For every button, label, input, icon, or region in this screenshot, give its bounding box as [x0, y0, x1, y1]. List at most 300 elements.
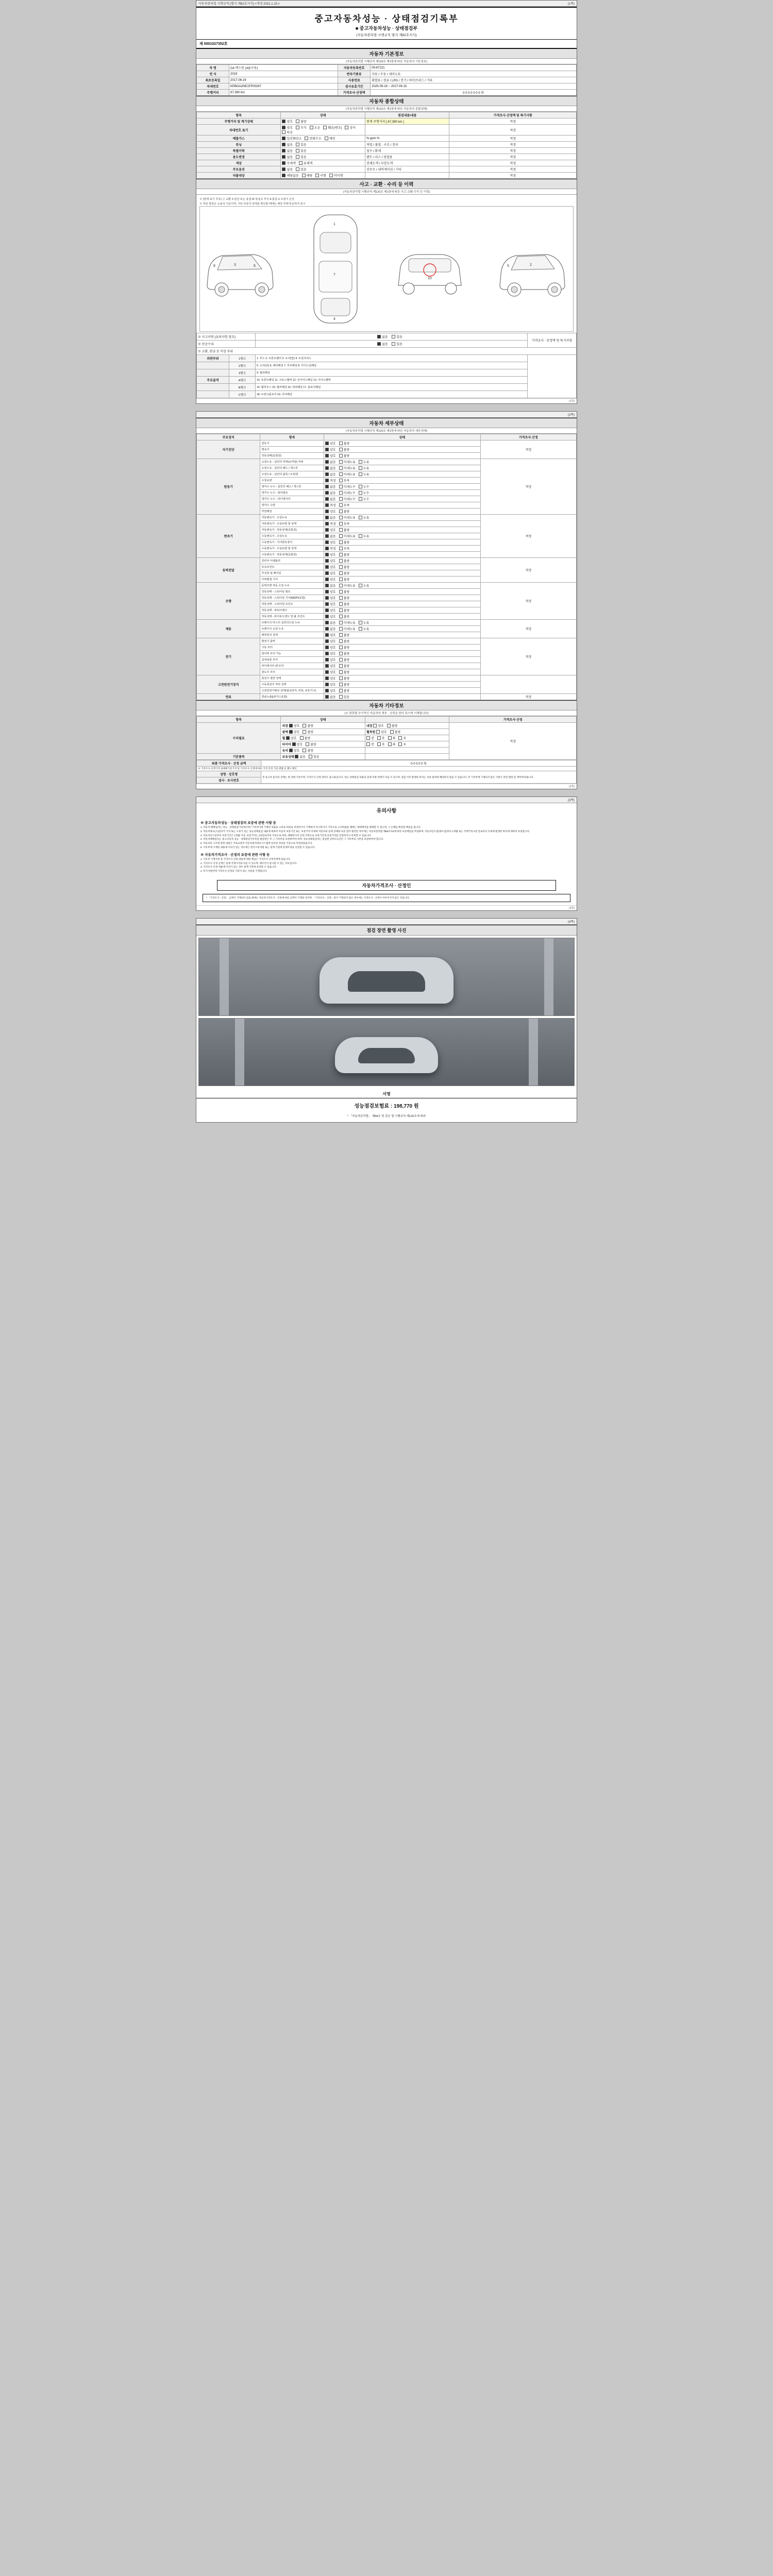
label-transmission: 변속기종류 — [338, 71, 371, 77]
accident-detail-price — [528, 355, 577, 398]
overall-item-options — [281, 166, 365, 173]
checkbox-detail-0-1-1[interactable]: 불량 — [339, 447, 350, 452]
checkbox-detail-8-0-1[interactable]: 있음 — [339, 694, 350, 699]
overall-item-options — [281, 142, 365, 148]
accident-price-label: 가격조사 · 산정액 및 특기사항 — [528, 333, 577, 348]
detail-item-options — [324, 583, 480, 589]
table-row — [197, 558, 577, 564]
value-first-reg: 2017-06-16 — [229, 77, 338, 83]
overall-item-label: 리콜대상 — [197, 173, 281, 179]
checkbox-etc-b-2-1[interactable]: 후 — [377, 736, 385, 740]
checkbox-detail-2-1-1[interactable]: 부족 — [339, 521, 350, 526]
value-vin: KPBGA2NE1FP00267 — [229, 83, 338, 90]
checkbox-detail-2-2-1[interactable]: 불량 — [339, 528, 350, 532]
car-diagram-box — [199, 206, 574, 332]
overall-item-label: 특별이력 — [197, 148, 281, 154]
checkbox-etc-a-4-0[interactable]: 양호 — [289, 748, 300, 753]
table-row — [197, 362, 577, 369]
detail-item-label: 냉각수 누수 - 라디에이터 — [260, 496, 324, 502]
checkbox-detail-2-6-0[interactable]: 양호 — [325, 552, 336, 557]
accident-options-2 — [256, 341, 528, 348]
table-row — [197, 173, 577, 179]
checkbox-detail-2-3-2[interactable]: 누유 — [359, 534, 369, 538]
checkbox-detail-0-0-1[interactable]: 불량 — [339, 441, 350, 446]
accident-part-rank: C랭크 — [229, 391, 256, 398]
checkbox-detail-5-0-2[interactable]: 누유 — [359, 620, 369, 625]
checkbox-detail-1-5-0[interactable]: 없음 — [325, 490, 336, 495]
checkbox-detail-7-1-0[interactable]: 양호 — [325, 682, 336, 687]
detail-item-options — [324, 651, 480, 657]
overall-item-options — [281, 118, 365, 125]
checkbox-etc-b-3-0[interactable]: 전 — [366, 742, 374, 747]
checkbox-overall-1-5[interactable]: 타공 — [282, 130, 293, 134]
checkbox-overall-1-0[interactable]: 양호 — [282, 125, 293, 130]
checkbox-detail-1-5-2[interactable]: 누수 — [359, 490, 369, 495]
overall-item-detail — [365, 173, 449, 179]
checkbox-detail-5-0-0[interactable]: 없음 — [325, 620, 336, 625]
detail-item-label: 작동상태 - 스티어링 조인트 — [260, 601, 324, 607]
accident-part-rank: 1랭크 — [229, 355, 256, 362]
checkbox-detail-6-3-0[interactable]: 양호 — [325, 657, 336, 662]
checkbox-detail-5-1-0[interactable]: 없음 — [325, 626, 336, 631]
checkbox-simple-repair-yes[interactable]: 있음 — [392, 342, 402, 346]
accident-question-2: ※ 단순수리 — [197, 341, 256, 348]
detail-item-options — [324, 552, 480, 558]
checkbox-detail-6-2-1[interactable]: 불량 — [339, 651, 350, 656]
checkbox-detail-2-4-1[interactable]: 불량 — [339, 540, 350, 545]
detail-group-label: 제동 — [197, 620, 260, 638]
table-row — [197, 333, 577, 341]
detail-item-label: 추진축 및 베어링 — [260, 570, 324, 577]
checkbox-etc-b-2-3[interactable]: 우 — [398, 736, 406, 740]
checkbox-detail-1-6-1[interactable]: 미세누수 — [339, 497, 356, 501]
detail-item-options — [324, 447, 480, 453]
checkbox-detail-2-5-1[interactable]: 부족 — [339, 546, 350, 551]
overall-item-options — [281, 154, 365, 160]
detail-item-label: 냉각수 수량 — [260, 502, 324, 509]
checkbox-detail-5-0-1[interactable]: 미세누유 — [339, 620, 356, 625]
overall-item-price: 적정 — [449, 142, 577, 148]
checkbox-detail-1-7-1[interactable]: 부족 — [339, 503, 350, 507]
checkbox-overall-1-3[interactable]: 훼손(변조) — [323, 125, 342, 130]
overall-item-price: 적정 — [449, 135, 577, 142]
checkbox-detail-2-0-1[interactable]: 미세누유 — [339, 515, 356, 520]
checkbox-etc-b-3-2[interactable]: 좌 — [388, 742, 396, 747]
checkbox-overall-0-1[interactable]: 불량 — [296, 119, 307, 124]
detail-item-label: 윈도우 모터 — [260, 669, 324, 675]
checkbox-etc-b-0-0[interactable]: 양호 — [373, 723, 384, 728]
checkbox-detail-3-1-1[interactable]: 불량 — [339, 565, 350, 569]
checkbox-detail-1-4-2[interactable]: 누수 — [359, 484, 369, 489]
checkbox-detail-8-0-0[interactable]: 없음 — [325, 694, 336, 699]
overall-item-price: 적정 — [449, 173, 577, 179]
checkbox-detail-3-1-0[interactable]: 양호 — [325, 565, 336, 569]
accident-part-group: 주요골격 — [197, 377, 229, 384]
detail-item-label: 발전기 출력 — [260, 638, 324, 645]
checkbox-detail-4-4-1[interactable]: 불량 — [339, 608, 350, 613]
checkbox-etc-a-0-1[interactable]: 불량 — [303, 723, 313, 728]
checkbox-etc-a-3-1[interactable]: 불량 — [306, 742, 316, 747]
checkbox-detail-1-1-2[interactable]: 누유 — [359, 466, 369, 470]
checkbox-detail-4-2-1[interactable]: 불량 — [339, 596, 350, 600]
detail-item-options — [324, 502, 480, 509]
checkbox-overall-7-0[interactable]: 없음 — [282, 167, 293, 172]
table-row — [197, 391, 577, 398]
checkbox-detail-6-1-0[interactable]: 양호 — [325, 645, 336, 650]
checkbox-detail-1-1-1[interactable]: 미세누유 — [339, 466, 356, 470]
notice-item: 4. 자동차매매업자는 중고자동차 성능 · 상태점검기록부를 발급받은 후 그 기록부를 보관하여야 하며, 성능상태점검자는 점검한 날부터 1년간 그 기록부의 사본을 보관하여야 합니다. — [200, 838, 384, 841]
page2-topbar — [196, 412, 577, 418]
checkbox-detail-1-6-0[interactable]: 없음 — [325, 497, 336, 501]
table-row — [197, 369, 577, 377]
col-etc-item: 항목 — [197, 717, 281, 723]
checkbox-detail-1-0-2[interactable]: 누유 — [359, 460, 369, 464]
checkbox-detail-4-5-0[interactable]: 양호 — [325, 614, 336, 619]
detail-item-label: 배력장치 상태 — [260, 632, 324, 638]
section-accident-note: (자동차관리법 시행규칙 제120조 제1항에 따른 사고·교환·수리 등 이력) — [196, 189, 577, 195]
checkbox-detail-2-0-0[interactable]: 없음 — [325, 515, 336, 520]
label-year: 연 식 — [197, 71, 229, 77]
label-inspection-period: 검사유효기간 — [338, 83, 371, 90]
value-year: 2019 — [229, 71, 338, 77]
checkbox-accident-yes[interactable]: 있음 — [392, 334, 402, 339]
accident-question-1: ※ 사고이력 (유의사항 참조) — [197, 333, 256, 341]
checkbox-detail-3-3-1[interactable]: 불량 — [339, 577, 350, 582]
checkbox-detail-2-5-0[interactable]: 적정 — [325, 546, 336, 551]
checkbox-overall-1-4[interactable]: 상이 — [345, 125, 356, 130]
checkbox-detail-3-2-0[interactable]: 양호 — [325, 571, 336, 575]
checkbox-detail-6-2-0[interactable]: 양호 — [325, 651, 336, 656]
etc-item-b: 휠복원 양호 불량 — [365, 729, 449, 735]
detail-group-price: 적정 — [480, 459, 576, 515]
checkbox-detail-0-1-0[interactable]: 양호 — [325, 447, 336, 452]
detail-item-options — [324, 675, 480, 682]
detail-item-label: 구동축전지 격리 상태 — [260, 682, 324, 688]
checkbox-etc-b-3-1[interactable]: 후 — [377, 742, 385, 747]
page2-footer: (2쪽) — [196, 784, 577, 789]
checkbox-detail-1-7-0[interactable]: 적정 — [325, 503, 336, 507]
overall-state-table — [196, 112, 577, 179]
checkbox-overall-2-2[interactable]: 매연 — [325, 136, 335, 141]
etc-item-a: 타이어 양호 불량 — [281, 741, 365, 748]
checkbox-detail-1-4-0[interactable]: 없음 — [325, 484, 336, 489]
checkbox-etc-a-4-1[interactable]: 불량 — [303, 748, 313, 753]
checkbox-overall-5-0[interactable]: 없음 — [282, 155, 293, 159]
svg-text:8: 8 — [213, 264, 215, 268]
table-row — [197, 515, 577, 521]
checkbox-detail-0-2-0[interactable]: 양호 — [325, 453, 336, 458]
checkbox-overall-4-0[interactable]: 없음 — [282, 148, 293, 153]
detail-group-label: 자기진단 — [197, 440, 260, 459]
document-subtitle: ■ 중고자동차성능 · 상태점검부 — [355, 26, 418, 31]
page-number-2: (2쪽) — [567, 414, 575, 417]
detail-item-options — [324, 570, 480, 577]
checkbox-detail-3-0-0[interactable]: 양호 — [325, 558, 336, 563]
inspector-number-label: 검사 · 조사번호 — [197, 777, 261, 784]
overall-item-label: 색상 — [197, 160, 281, 166]
checkbox-detail-2-6-1[interactable]: 불량 — [339, 552, 350, 557]
checkbox-detail-1-8-0[interactable]: 양호 — [325, 509, 336, 514]
detail-item-options — [324, 546, 480, 552]
document-subtitle2: (자동차관리법 시행규칙 별지 제82호서식) — [356, 33, 417, 37]
detail-state-table — [196, 434, 577, 700]
table-header-row — [197, 434, 577, 440]
checkbox-overall-1-2[interactable]: 오손 — [310, 125, 321, 130]
checkbox-etc-a-2-1[interactable]: 불량 — [300, 736, 311, 740]
section-overall-title: 자동차 종합상태 — [196, 96, 577, 106]
checkbox-etc-a-0-0[interactable]: 양호 — [289, 723, 300, 728]
detail-item-options — [324, 645, 480, 651]
table-row — [197, 675, 577, 682]
col-detail-state: 상태 — [324, 434, 480, 440]
checkbox-overall-6-0[interactable]: 무채색 — [282, 161, 295, 165]
checkbox-accident-none[interactable]: 없음 — [377, 334, 388, 339]
page-1 — [196, 0, 577, 404]
checkbox-detail-0-0-0[interactable]: 양호 — [325, 441, 336, 446]
detail-item-options — [324, 694, 480, 700]
svg-text:2: 2 — [529, 263, 532, 267]
table-row — [197, 694, 577, 700]
accident-part-group — [197, 362, 229, 369]
checkbox-etc-b-3-3[interactable]: 우 — [398, 742, 406, 747]
checkbox-etc-a-5-1[interactable]: 있음 — [309, 754, 320, 759]
checkbox-overall-7-1[interactable]: 있음 — [296, 167, 307, 172]
checkbox-overall-0-0[interactable]: 양호 — [282, 119, 293, 124]
checkbox-detail-4-2-0[interactable]: 양호 — [325, 596, 336, 600]
checkbox-detail-7-2-0[interactable]: 양호 — [325, 688, 336, 693]
checkbox-detail-1-2-2[interactable]: 누유 — [359, 472, 369, 477]
col-detail: 점검내용/내용 — [365, 112, 449, 118]
checkbox-overall-8-0[interactable]: 해당없음 — [282, 173, 298, 178]
checkbox-detail-6-4-1[interactable]: 불량 — [339, 664, 350, 668]
detail-item-label: 오일누유 - 실린더 커버(로커암) 커버 — [260, 459, 324, 465]
etc-item-a: 광택 양호 불량 — [281, 729, 365, 735]
overall-item-options — [281, 148, 365, 154]
table-row — [197, 166, 577, 173]
checkbox-detail-6-0-1[interactable]: 불량 — [339, 639, 350, 643]
accident-part-group: 외판부위 — [197, 355, 229, 362]
accident-part-group — [197, 384, 229, 391]
price-assessor-box-text: * 「가격조사 · 산정」 금액이 기재되어 있을 때에는 자동차가격조사 · 산정에 따른 금액이 기재된 것이며, 「가격조사 · 산정」란이 기재되지 않은 경우에는 가격조사 · 산정이 이루어지지 않은 것입니다. — [203, 894, 570, 902]
checkbox-detail-2-4-0[interactable]: 양호 — [325, 540, 336, 545]
detail-item-options — [324, 657, 480, 663]
detail-item-label: 변속기 — [260, 447, 324, 453]
accident-history-table — [196, 333, 577, 398]
checkbox-detail-2-1-0[interactable]: 적정 — [325, 521, 336, 526]
notice-heading-2: ※ 자동차가격조사 · 산정의 보증에 관한 사항 등 — [200, 853, 270, 857]
detail-item-label: 오일누유 - 실린더 블록 / 오일팬 — [260, 471, 324, 478]
table-row — [197, 377, 577, 384]
checkbox-detail-2-2-0[interactable]: 양호 — [325, 528, 336, 532]
document-root — [0, 0, 773, 1123]
table-row — [197, 638, 577, 645]
detail-item-options — [324, 471, 480, 478]
col-major-system: 주요장치 — [197, 434, 260, 440]
table-row — [197, 384, 577, 391]
detail-item-label: 수동변속기 - 오일유량 및 상태 — [260, 546, 324, 552]
checkbox-detail-7-1-1[interactable]: 불량 — [339, 682, 350, 687]
detail-group-label: 원동기 — [197, 459, 260, 515]
checkbox-detail-1-5-1[interactable]: 미세누수 — [339, 490, 356, 495]
checkbox-etc-a-1-1[interactable]: 불량 — [303, 730, 313, 734]
checkbox-detail-4-0-2[interactable]: 누유 — [359, 583, 369, 588]
checkbox-overall-3-1[interactable]: 있음 — [296, 142, 307, 147]
detail-item-label: 브레이크 마스터 실린더오일 누유 — [260, 620, 324, 626]
checkbox-detail-1-2-1[interactable]: 미세누유 — [339, 472, 356, 477]
checkbox-detail-5-1-2[interactable]: 누유 — [359, 626, 369, 631]
checkbox-detail-4-3-1[interactable]: 불량 — [339, 602, 350, 606]
table-row — [197, 459, 577, 465]
checkbox-etc-b-2-0[interactable]: 전 — [366, 736, 374, 740]
inspector-name-label: 성명 · 상호명 — [197, 771, 261, 777]
checkbox-etc-b-1-1[interactable]: 불량 — [390, 730, 401, 734]
section-detail-note: (자동차관리법 시행규칙 제120조 제1항에 따른 자동차의 세부상태) — [196, 428, 577, 434]
notice-item: 2. 자동차양도(소)업자가 거짓 또는 오류가 있는 성능상태점검 내용에 대하여 자동차 보증기간 또는 보증거리 이내에 자동차의 실제 상태와 다른 점이 발견된 경우에는 자동차관리법 제58조의4에 따라 보증책임을 부담하며, 자동차인도일(양도일)부터 1개월 또는 주행거리 2천 킬로미터 이내에 발생한 하자에 대하여 보증합니다. — [200, 829, 530, 833]
notice-item: 5. 자동차의 구조에 관한 내용은 국토교통부 자동차관리정보시스템에 등록된 정보를 기준으로 작성되었습니다. — [200, 841, 313, 844]
table-row — [197, 154, 577, 160]
checkbox-detail-6-0-0[interactable]: 양호 — [325, 639, 336, 643]
etc-price: 적정 — [449, 723, 577, 760]
checkbox-detail-1-0-1[interactable]: 미세누유 — [339, 460, 356, 464]
etc-item-b — [365, 754, 449, 760]
value-reg-no: 09-67221 — [371, 65, 577, 71]
checkbox-overall-2-1[interactable]: 탄화수소 — [305, 136, 321, 141]
checkbox-detail-1-3-1[interactable]: 부족 — [339, 478, 350, 483]
etc-item-b — [365, 735, 449, 741]
svg-text:6: 6 — [254, 264, 256, 268]
notice-title: 유의사항 — [376, 808, 397, 815]
label-mileage: 주행거리 — [197, 90, 229, 96]
checkbox-detail-3-2-1[interactable]: 불량 — [339, 571, 350, 575]
checkbox-overall-1-1[interactable]: 부식 — [296, 125, 307, 130]
etc-item-b — [365, 748, 449, 754]
checkbox-detail-2-0-2[interactable]: 누유 — [359, 515, 369, 520]
detail-item-label: 냉각수 누수 - 실린더 헤드 / 개스킷 — [260, 484, 324, 490]
checkbox-overall-4-1[interactable]: 있음 — [296, 148, 307, 153]
detail-item-label: 원동기 — [260, 440, 324, 447]
detail-group-price: 적정 — [480, 620, 576, 638]
table-row — [197, 160, 577, 166]
checkbox-etc-a-2-0[interactable]: 양호 — [286, 736, 297, 740]
checkbox-simple-repair-none[interactable]: 없음 — [377, 342, 388, 346]
detail-item-label: 작동상태(공회전) — [260, 453, 324, 459]
checkbox-detail-2-3-1[interactable]: 미세누유 — [339, 534, 356, 538]
checkbox-detail-5-1-1[interactable]: 미세누유 — [339, 626, 356, 631]
accident-part-list: 1. 후드 2. 프론트펜더 3. 도어(앞) 4. 트렁크리드 — [256, 355, 528, 362]
checkbox-detail-0-2-1[interactable]: 불량 — [339, 453, 350, 458]
checkbox-detail-6-5-1[interactable]: 불량 — [339, 670, 350, 674]
table-row — [197, 583, 577, 589]
overall-item-detail: 침수 / 화재 — [365, 148, 449, 154]
checkbox-detail-1-1-0[interactable]: 없음 — [325, 466, 336, 470]
overall-item-label: 차대번호 표기 — [197, 125, 281, 135]
label-vin: 차대번호 — [197, 83, 229, 90]
notice-item-2: 4. 특기사항란에 가격조사·산정의 기준이 되는 사항을 기재합니다. — [200, 869, 267, 872]
checkbox-overall-8-1[interactable]: 해당 — [302, 173, 313, 178]
checkbox-detail-2-3-0[interactable]: 없음 — [325, 534, 336, 538]
checkbox-overall-8-3[interactable]: 미이행 — [329, 173, 343, 178]
accident-part-rank: 3랭크 — [229, 369, 256, 377]
detail-item-options — [324, 440, 480, 447]
diagram-legend-1: ※ (현재 표기 부호) ① 교환 X 판금 또는 용접 W 용접 C 부식 A 흠집 U 요철 T 손상 — [199, 198, 294, 201]
checkbox-etc-b-0-1[interactable]: 불량 — [387, 723, 398, 728]
checkbox-detail-7-0-0[interactable]: 양호 — [325, 676, 336, 681]
checkbox-detail-6-5-0[interactable]: 양호 — [325, 670, 336, 674]
checkbox-etc-a-5-0[interactable]: 없음 — [295, 754, 306, 759]
checkbox-detail-7-2-1[interactable]: 불량 — [339, 688, 350, 693]
detail-item-options — [324, 620, 480, 626]
checkbox-overall-6-1[interactable]: 유채색 — [299, 161, 312, 165]
checkbox-detail-4-3-0[interactable]: 양호 — [325, 602, 336, 606]
page-number-3: (3쪽) — [567, 799, 575, 803]
detail-item-label: 연료누출(LP가스포함) — [260, 694, 324, 700]
table-header-row — [197, 717, 577, 723]
checkbox-detail-4-1-0[interactable]: 양호 — [325, 589, 336, 594]
detail-item-options — [324, 515, 480, 521]
checkbox-detail-6-3-1[interactable]: 불량 — [339, 657, 350, 662]
checkbox-detail-1-4-1[interactable]: 미세누수 — [339, 484, 356, 489]
checkbox-etc-b-2-2[interactable]: 좌 — [388, 736, 396, 740]
checkbox-overall-5-1[interactable]: 있음 — [296, 155, 307, 159]
detail-group-price: 적정 — [480, 558, 576, 583]
svg-text:7: 7 — [333, 273, 335, 277]
checkbox-overall-8-2[interactable]: 이행 — [315, 173, 326, 178]
diagram-legend-2: ※ 하단 항목은 승용차 기준이며, 기타 차종의 상태를 확인할 때에는 해당 부위에 준하여 표시 — [199, 202, 306, 206]
svg-text:3: 3 — [234, 263, 236, 267]
notice-item: 1. 자동차 매매업자는 성능 · 상태점검기록부(이하 "기록부")에 기재된 내용을 고의로 허위로 작성하거나 기재하지 아니하거나 거짓으로 고지하였을 때에는 매매계약을 해제할 수 있으며, 그 손해를 배상할 책임을 집니다. — [200, 826, 421, 829]
page-4 — [196, 918, 577, 1123]
checkbox-etc-b-1-0[interactable]: 양호 — [376, 730, 387, 734]
accident-part-list: 5. 도어(뒤) 6. 쿼터패널 7. 루프패널 8. 사이드실패널 — [256, 362, 528, 369]
checkbox-detail-4-1-1[interactable]: 불량 — [339, 589, 350, 594]
document-header — [196, 7, 577, 40]
checkbox-detail-7-0-1[interactable]: 불량 — [339, 676, 350, 681]
checkbox-detail-4-5-1[interactable]: 불량 — [339, 614, 350, 619]
checkbox-detail-5-2-0[interactable]: 양호 — [325, 633, 336, 637]
checkbox-detail-4-0-1[interactable]: 미세누유 — [339, 583, 356, 588]
accident-diagram — [196, 195, 577, 333]
checkbox-detail-3-3-0[interactable]: 양호 — [325, 577, 336, 582]
overall-item-price: 적정 — [449, 118, 577, 125]
table-row — [197, 118, 577, 125]
table-row — [197, 767, 577, 771]
checkbox-detail-4-0-0[interactable]: 없음 — [325, 583, 336, 588]
checkbox-detail-1-0-0[interactable]: 없음 — [325, 460, 336, 464]
checkbox-detail-3-0-1[interactable]: 불량 — [339, 558, 350, 563]
checkbox-detail-5-2-1[interactable]: 불량 — [339, 633, 350, 637]
checkbox-detail-6-4-0[interactable]: 양호 — [325, 664, 336, 668]
car-rear-left-view-icon — [494, 238, 571, 300]
detail-item-options — [324, 558, 480, 564]
checkbox-overall-3-0[interactable]: 없음 — [282, 142, 293, 147]
checkbox-detail-1-3-0[interactable]: 적정 — [325, 478, 336, 483]
checkbox-etc-a-1-0[interactable]: 양호 — [289, 730, 300, 734]
table-row — [197, 355, 577, 362]
overall-item-detail: 현재 주행거리 [ 67,390 km ] — [365, 118, 449, 125]
checkbox-etc-a-3-0[interactable]: 양호 — [292, 742, 303, 747]
checkbox-detail-1-6-2[interactable]: 누수 — [359, 497, 369, 501]
checkbox-overall-2-0[interactable]: 일산화탄소 — [282, 136, 301, 141]
checkbox-detail-4-4-0[interactable]: 양호 — [325, 608, 336, 613]
checkbox-detail-6-1-1[interactable]: 불량 — [339, 645, 350, 650]
photo-section-title: 점검 장면 촬영 사진 — [196, 925, 577, 936]
col-etc-price: 가격조사·산정 — [449, 717, 577, 723]
checkbox-detail-1-2-0[interactable]: 없음 — [325, 472, 336, 477]
checkbox-detail-1-8-1[interactable]: 불량 — [339, 509, 350, 514]
overall-item-price: 적정 — [449, 154, 577, 160]
table-row — [197, 723, 577, 729]
svg-text:5: 5 — [507, 264, 509, 268]
